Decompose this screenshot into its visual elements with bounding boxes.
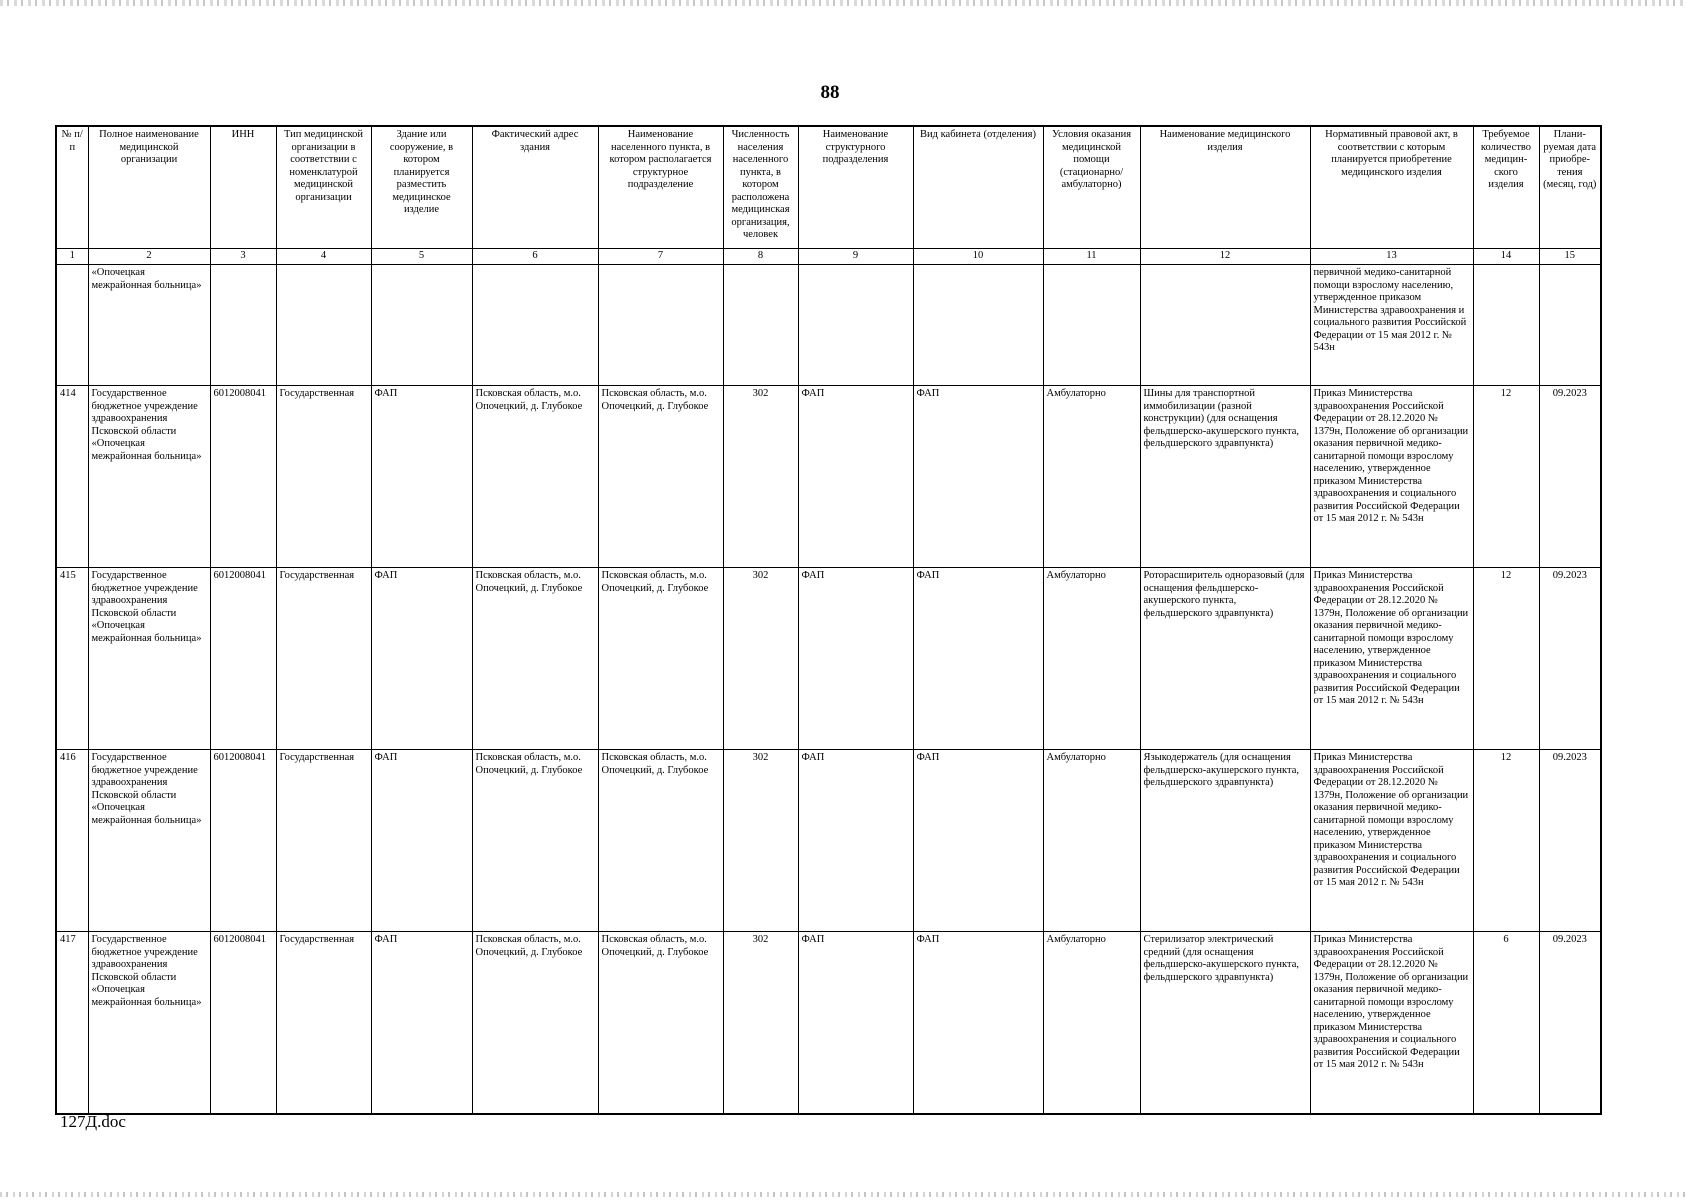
cell-num: 414 <box>56 386 88 568</box>
header-cell: Численность населения населенного пункта, в котором расположена медицинская организация, человек <box>723 126 798 249</box>
cell-type: Государственная <box>276 750 371 932</box>
cell-conditions: Амбулаторно <box>1043 386 1140 568</box>
cell-quantity: 12 <box>1473 568 1539 750</box>
column-number: 7 <box>598 249 723 265</box>
cell-population: 302 <box>723 568 798 750</box>
cell-empty <box>798 265 913 386</box>
cell-locality: Псковская область, м.о. Опочецкий, д. Глубокое <box>598 932 723 1115</box>
cell-empty <box>1140 265 1310 386</box>
cell-subdivision: ФАП <box>798 932 913 1115</box>
cell-inn: 6012008041 <box>210 568 276 750</box>
cell-org-tail: «Опочецкая межрайонная больница» <box>88 265 210 386</box>
header-cell: Нормативный правовой акт, в соответствии с которым планируется приобретение медицинского изделия <box>1310 126 1473 249</box>
scan-edge-top <box>0 0 1686 6</box>
cell-act-tail: первичной медико-санитарной помощи взрослому населению, утвержденное приказом Министерства здравоохранения и социального развития Российской Федерации от 15 мая 2012 г. № 543н <box>1310 265 1473 386</box>
cell-empty <box>723 265 798 386</box>
column-number: 6 <box>472 249 598 265</box>
column-number: 8 <box>723 249 798 265</box>
equipment-table <box>55 125 1602 1115</box>
cell-quantity: 12 <box>1473 750 1539 932</box>
header-cell: № п/п <box>56 126 88 249</box>
cell-population: 302 <box>723 750 798 932</box>
cell-address: Псковская область, м.о. Опочецкий, д. Глубокое <box>472 750 598 932</box>
header-cell: Полное наименование медицинской организации <box>88 126 210 249</box>
header-cell: Наименование медицинского изделия <box>1140 126 1310 249</box>
table-row <box>56 750 1601 932</box>
cell-subdivision: ФАП <box>798 568 913 750</box>
cell-empty <box>56 265 88 386</box>
cell-building: ФАП <box>371 386 472 568</box>
header-cell: Наименование структурного подразделения <box>798 126 913 249</box>
column-number: 5 <box>371 249 472 265</box>
cell-date: 09.2023 <box>1539 386 1601 568</box>
column-number: 14 <box>1473 249 1539 265</box>
cell-locality: Псковская область, м.о. Опочецкий, д. Глубокое <box>598 750 723 932</box>
table-row <box>56 932 1601 1115</box>
cell-cabinet: ФАП <box>913 386 1043 568</box>
column-number: 15 <box>1539 249 1601 265</box>
cell-empty <box>210 265 276 386</box>
cell-date: 09.2023 <box>1539 932 1601 1115</box>
cell-building: ФАП <box>371 750 472 932</box>
cell-empty <box>371 265 472 386</box>
cell-act: Приказ Министерства здравоохранения Российской Федерации от 28.12.2020 № 1379н, Положение об организации оказания первичной медико-санитарной помощи взрослому населению, утвержденное приказом Министерства здравоохранения и социального развития Российской Федерации от 15 мая 2012 г. № 543н <box>1310 932 1473 1115</box>
cell-empty <box>276 265 371 386</box>
header-cell: Условия оказания медицинской помощи (стационарно/ амбулаторно) <box>1043 126 1140 249</box>
cell-num: 416 <box>56 750 88 932</box>
cell-device: Языкодержатель (для оснащения фельдшерско-акушерского пункта, фельдшерского здравпункта) <box>1140 750 1310 932</box>
column-number: 11 <box>1043 249 1140 265</box>
header-cell: Требуемое количество медицин-ского изделия <box>1473 126 1539 249</box>
cell-device: Шины для транспортной иммобилизации (разной конструкции) (для оснащения фельдшерско-акушерского пункта, фельдшерского здравпункта) <box>1140 386 1310 568</box>
header-cell: ИНН <box>210 126 276 249</box>
cell-address: Псковская область, м.о. Опочецкий, д. Глубокое <box>472 568 598 750</box>
cell-cabinet: ФАП <box>913 568 1043 750</box>
cell-empty <box>1043 265 1140 386</box>
cell-conditions: Амбулаторно <box>1043 750 1140 932</box>
table-row <box>56 568 1601 750</box>
cell-locality: Псковская область, м.о. Опочецкий, д. Глубокое <box>598 386 723 568</box>
column-number: 3 <box>210 249 276 265</box>
cell-date: 09.2023 <box>1539 750 1601 932</box>
cell-empty <box>913 265 1043 386</box>
header-cell: Плани-руемая дата приобре-тения (месяц, год) <box>1539 126 1601 249</box>
cell-conditions: Амбулаторно <box>1043 568 1140 750</box>
cell-address: Псковская область, м.о. Опочецкий, д. Глубокое <box>472 386 598 568</box>
column-number-row <box>56 249 1601 265</box>
cell-subdivision: ФАП <box>798 750 913 932</box>
column-number: 10 <box>913 249 1043 265</box>
column-number: 1 <box>56 249 88 265</box>
cell-org: Государственное бюджетное учреждение здравоохранения Псковской области «Опочецкая межрайонная больница» <box>88 386 210 568</box>
continuation-row <box>56 265 1601 386</box>
cell-inn: 6012008041 <box>210 386 276 568</box>
column-number: 13 <box>1310 249 1473 265</box>
cell-locality: Псковская область, м.о. Опочецкий, д. Глубокое <box>598 568 723 750</box>
cell-date: 09.2023 <box>1539 568 1601 750</box>
cell-device: Стерилизатор электрический средний (для оснащения фельдшерско-акушерского пункта, фельдшерского здравпункта) <box>1140 932 1310 1115</box>
cell-type: Государственная <box>276 386 371 568</box>
cell-building: ФАП <box>371 932 472 1115</box>
cell-org: Государственное бюджетное учреждение здравоохранения Псковской области «Опочецкая межрайонная больница» <box>88 750 210 932</box>
column-number: 4 <box>276 249 371 265</box>
cell-org: Государственное бюджетное учреждение здравоохранения Псковской области «Опочецкая межрайонная больница» <box>88 568 210 750</box>
cell-act: Приказ Министерства здравоохранения Российской Федерации от 28.12.2020 № 1379н, Положение об организации оказания первичной медико-санитарной помощи взрослому населению, утвержденное приказом Министерства здравоохранения и социального развития Российской Федерации от 15 мая 2012 г. № 543н <box>1310 568 1473 750</box>
cell-type: Государственная <box>276 568 371 750</box>
cell-conditions: Амбулаторно <box>1043 932 1140 1115</box>
cell-subdivision: ФАП <box>798 386 913 568</box>
cell-empty <box>1473 265 1539 386</box>
cell-inn: 6012008041 <box>210 750 276 932</box>
column-number: 9 <box>798 249 913 265</box>
scan-edge-bottom <box>0 1192 1686 1197</box>
cell-empty <box>598 265 723 386</box>
header-cell: Здание или сооружение, в котором планируется разместить медицинское изделие <box>371 126 472 249</box>
cell-act: Приказ Министерства здравоохранения Российской Федерации от 28.12.2020 № 1379н, Положение об организации оказания первичной медико-санитарной помощи взрослому населению, утвержденное приказом Министерства здравоохранения и социального развития Российской Федерации от 15 мая 2012 г. № 543н <box>1310 750 1473 932</box>
header-cell: Тип медицинской организации в соответствии с номенклатурой медицинской организации <box>276 126 371 249</box>
cell-org: Государственное бюджетное учреждение здравоохранения Псковской области «Опочецкая межрайонная больница» <box>88 932 210 1115</box>
cell-cabinet: ФАП <box>913 750 1043 932</box>
cell-population: 302 <box>723 386 798 568</box>
cell-num: 417 <box>56 932 88 1115</box>
header-row <box>56 126 1601 249</box>
cell-population: 302 <box>723 932 798 1115</box>
header-cell: Вид кабинета (отделения) <box>913 126 1043 249</box>
cell-type: Государственная <box>276 932 371 1115</box>
cell-inn: 6012008041 <box>210 932 276 1115</box>
cell-act: Приказ Министерства здравоохранения Российской Федерации от 28.12.2020 № 1379н, Положение об организации оказания первичной медико-санитарной помощи взрослому населению, утвержденное приказом Министерства здравоохранения и социального развития Российской Федерации от 15 мая 2012 г. № 543н <box>1310 386 1473 568</box>
cell-cabinet: ФАП <box>913 932 1043 1115</box>
header-cell: Наименование населенного пункта, в котором располагается структурное подразделение <box>598 126 723 249</box>
header-cell: Фактический адрес здания <box>472 126 598 249</box>
cell-quantity: 6 <box>1473 932 1539 1115</box>
table-row <box>56 386 1601 568</box>
cell-address: Псковская область, м.о. Опочецкий, д. Глубокое <box>472 932 598 1115</box>
cell-empty <box>472 265 598 386</box>
column-number: 2 <box>88 249 210 265</box>
cell-device: Роторасширитель одноразовый (для оснащения фельдшерско-акушерского пункта, фельдшерского здравпункта) <box>1140 568 1310 750</box>
document-filename: 127Д.doc <box>60 1112 126 1131</box>
cell-building: ФАП <box>371 568 472 750</box>
column-number: 12 <box>1140 249 1310 265</box>
page-number: 88 <box>820 82 840 103</box>
cell-quantity: 12 <box>1473 386 1539 568</box>
cell-num: 415 <box>56 568 88 750</box>
cell-empty <box>1539 265 1601 386</box>
